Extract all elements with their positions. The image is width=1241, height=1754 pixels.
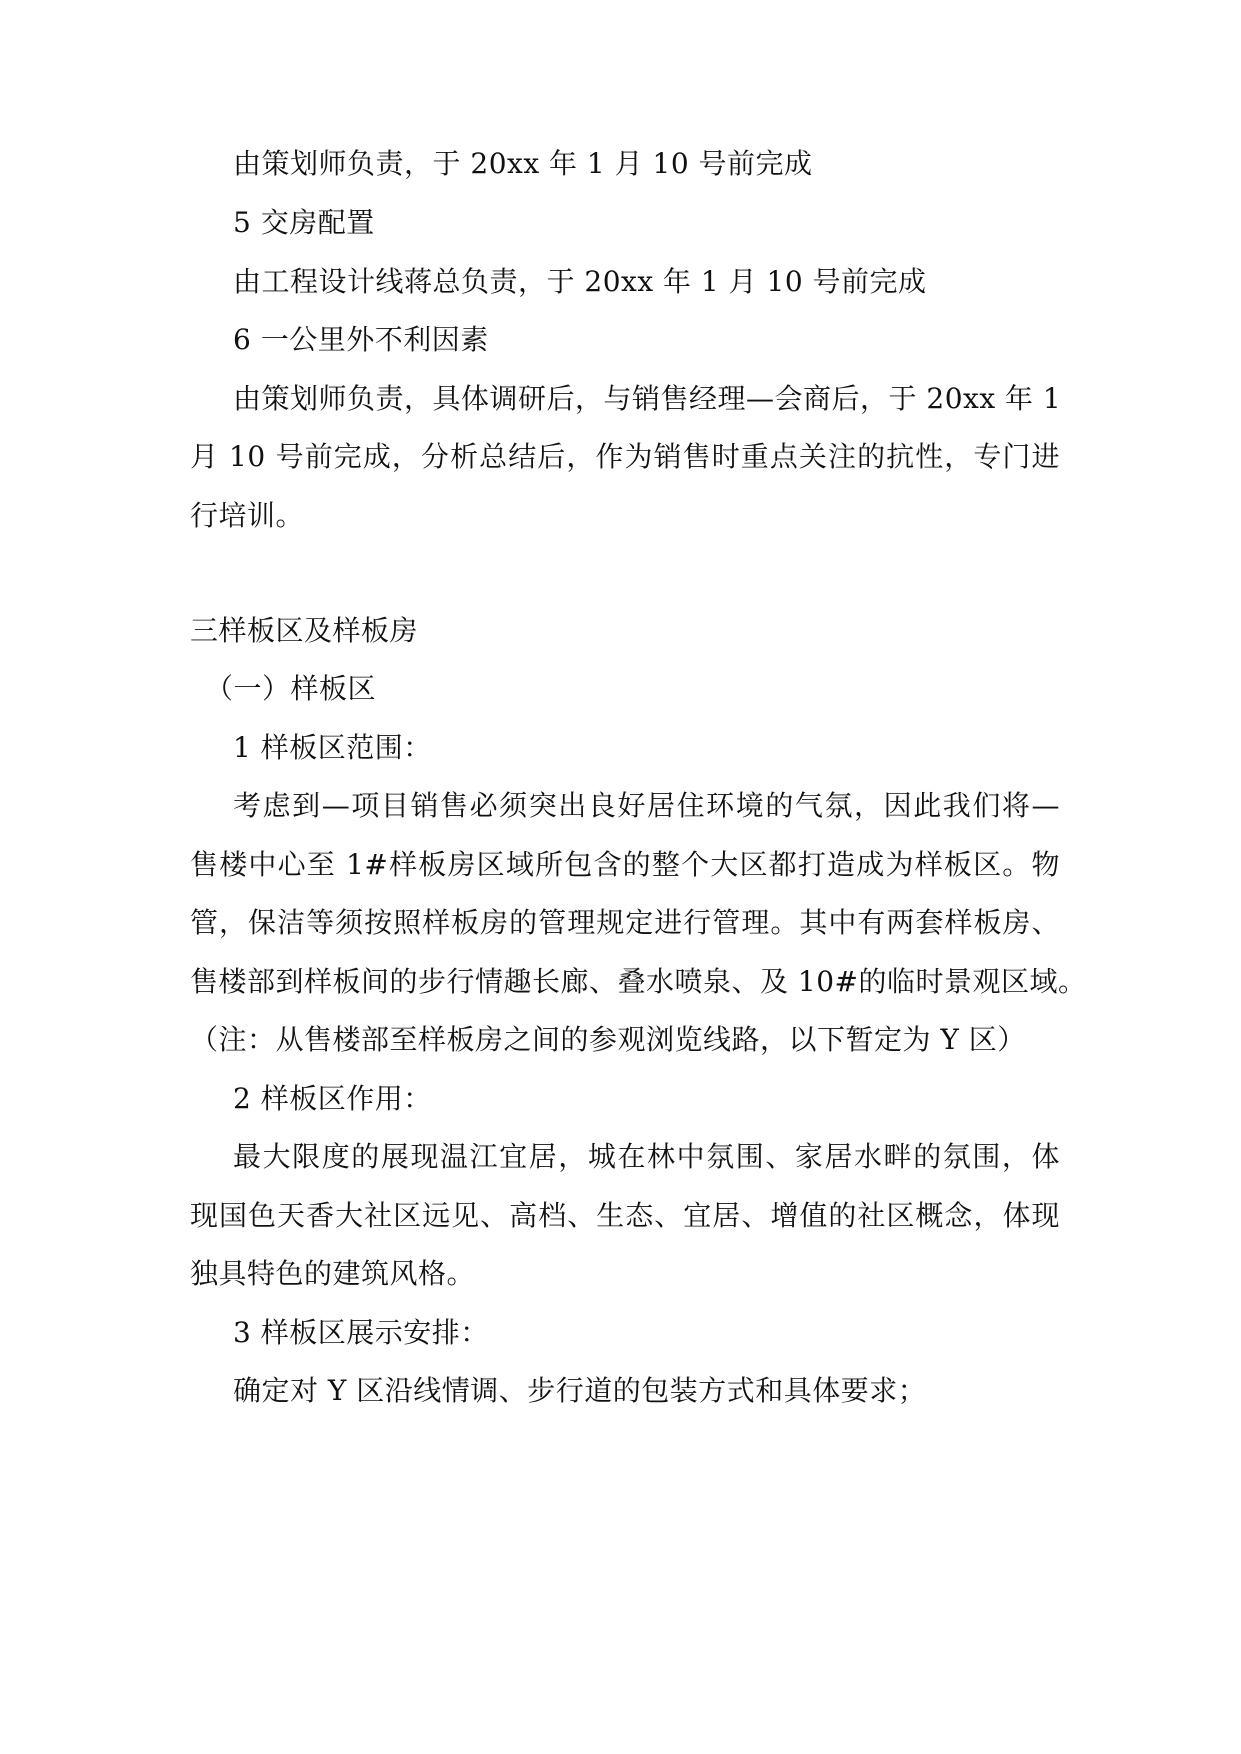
paragraph-line: （注：从售楼部至样板房之间的参观浏览线路，以下暂定为 Y 区） bbox=[190, 1023, 1026, 1056]
paragraph-line: 管，保洁等须按照样板房的管理规定进行管理。其中有两套样板房、 bbox=[190, 906, 1060, 939]
paragraph-line: 售楼部到样板间的步行情趣长廊、叠水喷泉、及 10#的临时景观区域。 bbox=[190, 965, 1087, 998]
paragraph-line: 月 10 号前完成，分析总结后，作为销售时重点关注的抗性，专门进 bbox=[190, 440, 1060, 473]
paragraph-line: 确定对 Y 区沿线情调、步行道的包装方式和具体要求； bbox=[233, 1374, 927, 1407]
paragraph-line: 由工程设计线蒋总负责，于 20xx 年 1 月 10 号前完成 bbox=[233, 265, 927, 298]
paragraph-line: 由策划师负责，具体调研后，与销售经理—会商后，于 20xx 年 1 bbox=[233, 382, 1062, 415]
paragraph-line: 独具特色的建筑风格。 bbox=[190, 1257, 476, 1290]
section-heading: 3 样板区展示安排： bbox=[233, 1316, 489, 1349]
paragraph-line: 现国色天香大社区远见、高档、生态、宜居、增值的社区概念，体现 bbox=[190, 1199, 1060, 1232]
section-heading: 1 样板区范围： bbox=[233, 731, 432, 764]
section-heading: 5 交房配置 bbox=[233, 206, 375, 239]
section-heading: 6 一公里外不利因素 bbox=[233, 323, 489, 356]
paragraph-line: 由策划师负责，于 20xx 年 1 月 10 号前完成 bbox=[233, 147, 813, 180]
section-heading: 2 样板区作用： bbox=[233, 1082, 432, 1115]
subsection-heading: （一）样板区 bbox=[205, 672, 377, 705]
paragraph-line: 考虑到—项目销售必须突出良好居住环境的气氛，因此我们将— bbox=[233, 789, 1060, 822]
paragraph-line: 行培训。 bbox=[190, 499, 305, 532]
chapter-heading: 三样板区及样板房 bbox=[190, 614, 419, 647]
paragraph-line: 售楼中心至 1#样板房区域所包含的整个大区都打造成为样板区。物 bbox=[190, 848, 1060, 881]
paragraph-line: 最大限度的展现温江宜居，城在林中氛围、家居水畔的氛围，体 bbox=[233, 1140, 1060, 1173]
